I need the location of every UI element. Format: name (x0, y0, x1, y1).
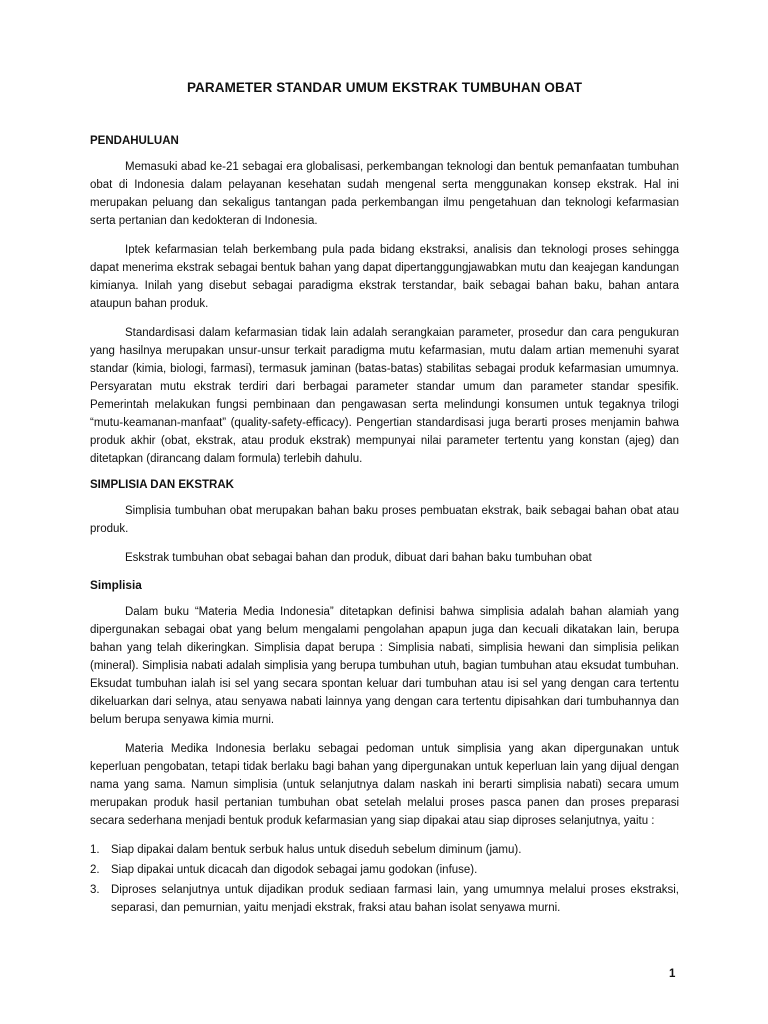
document-body (90, 80, 679, 919)
document-title: PARAMETER STANDAR UMUM EKSTRAK TUMBUHAN OBAT (186, 80, 583, 95)
section-heading-pendahuluan: PENDAHULUAN (90, 135, 179, 147)
list-item-number: 3. (90, 884, 100, 896)
list-item (90, 841, 679, 859)
list-item-text: Diproses selanjutnya untuk dijadikan produk sediaan farmasi lain, yang umumnya melalui proses ekstraksi, separasi, dan pemurnian, yaitu menjadi ekstrak, fraksi atau bahan isolat senyawa murni. (111, 884, 679, 914)
paragraph-simplisia-ekstrak-1: Simplisia tumbuhan obat merupakan bahan baku proses pembuatan ekstrak, baik sebagai bahan obat atau produk. (90, 505, 679, 535)
paragraph-simplisia-2: Materia Medika Indonesia berlaku sebagai pedoman untuk simplisia yang akan dipergunakan untuk keperluan pengobatan, tetapi tidak berlaku bagi bahan yang dipergunakan untuk keperluan lain yang dijual dengan nama yang sama. Namun simplisia (untuk selanjutnya dalam naskah ini berarti simplisia nabati) secara umum merupakan produk hasil pertanian tumbuhan obat setelah melalui proses pasca panen dan proses preparasi secara sederhana menjadi bentuk produk kefarmasian yang siap dipakai atau siap diproses selanjutnya, yaitu : (90, 743, 679, 827)
list-item-text: Siap dipakai dalam bentuk serbuk halus untuk diseduh sebelum diminum (jamu). (111, 844, 522, 856)
list-item-text: Siap dipakai untuk dicacah dan digodok sebagai jamu godokan (infuse). (111, 864, 478, 876)
paragraph-pendahuluan-2: Iptek kefarmasian telah berkembang pula pada bidang ekstraksi, analisis dan teknologi proses sehingga dapat menerima ekstrak sebagai bentuk bahan yang dapat dipertanggungjawabkan mutu dan keajegan kandungan kimianya. Inilah yang disebut sebagai paradigma ekstrak terstandar, baik sebagai bahan baku, bahan antara ataupun bahan produk. (90, 244, 679, 310)
section-heading-simplisia-ekstrak: SIMPLISIA DAN EKSTRAK (90, 479, 234, 491)
paragraph-pendahuluan-1: Memasuki abad ke-21 sebagai era globalisasi, perkembangan teknologi dan bentuk pemanfaatan tumbuhan obat di Indonesia dalam pelayanan kesehatan sudah mengenal serta menggunakan konsep ekstrak. Hal ini merupakan peluang dan sekaligus tantangan pada perkembangan ilmu pengetahuan dan teknologi kefarmasian serta pertanian dan kedokteran di Indonesia. (90, 161, 679, 227)
paragraph-pendahuluan-3: Standardisasi dalam kefarmasian tidak lain adalah serangkaian parameter, prosedur dan cara pengukuran yang hasilnya merupakan unsur-unsur terkait paradigma mutu kefarmasian, mutu dalam artian memenuhi syarat standar (kimia, biologi, farmasi), termasuk jaminan (batas-batas) stabilitas sebagai produk kefarmasian umumnya. Persyaratan mutu ekstrak terdiri dari berbagai parameter standar umum dan parameter standar spesifik. Pemerintah melakukan fungsi pembinaan dan pengawasan serta melindungi konsumen untuk tegaknya trilogi “mutu-keamanan-manfaat” (quality-safety-efficacy). Pengertian standardisasi juga berarti proses menjamin bahwa produk akhir (obat, ekstrak, atau produk ekstrak) mempunyai nilai parameter tertentu yang konstan (ajeg) dan ditetapkan (dirancang dalam formula) terlebih dahulu. (90, 327, 679, 465)
section-heading-simplisia: Simplisia (90, 578, 142, 592)
paragraph-simplisia-1: Dalam buku “Materia Media Indonesia” ditetapkan definisi bahwa simplisia adalah bahan alamiah yang dipergunakan sebagai obat yang belum mengalami pengolahan apapun juga dan kecuali dikatakan lain, berupa bahan yang telah dikeringkan. Simplisia dapat berupa : Simplisia nabati, simplisia hewani dan simplisia pelikan (mineral). Simplisia nabati adalah simplisia yang berupa tumbuhan utuh, bagian tumbuhan atau eksudat tumbuhan. Eksudat tumbuhan ialah isi sel yang secara spontan keluar dari tumbuhan atau isi sel yang dengan cara tertentu dikeluarkan dari selnya, atau senyawa nabati lainnya yang dengan cara tertentu dipisahkan dari tumbuhannya dan belum berupa senyawa kimia murni. (90, 606, 679, 726)
simplisia-usage-list (90, 841, 679, 917)
list-item (90, 861, 679, 879)
list-item-number: 2. (90, 864, 100, 876)
paragraph-simplisia-ekstrak-2: Eskstrak tumbuhan obat sebagai bahan dan produk, dibuat dari bahan baku tumbuhan obat (125, 552, 592, 564)
list-item-number: 1. (90, 844, 100, 856)
list-item (90, 881, 679, 917)
page-number: 1 (669, 968, 676, 980)
